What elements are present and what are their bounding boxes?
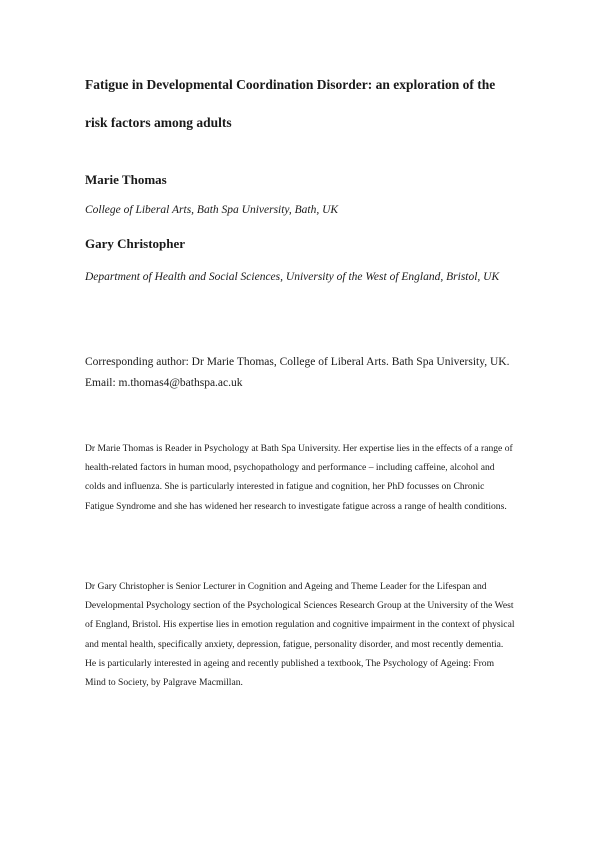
author-affiliation-1: College of Liberal Arts, Bath Spa University, Bath, UK [85, 204, 339, 216]
author-affiliation-2: Department of Health and Social Sciences, University of the West of England, Bristol, UK [85, 271, 500, 283]
corresponding-author: Corresponding author: Dr Marie Thomas, College of Liberal Arts. Bath Spa University, UK. Email: m.thomas4@bathspa.ac.uk [85, 356, 510, 389]
author-name-1: Marie Thomas [85, 172, 167, 187]
author-bio-2: Dr Gary Christopher is Senior Lecturer in Cognition and Ageing and Theme Leader for the Lifespan and Developmental Psychology section of the Psychological Sciences Research Group at the University of the West of England, Bristol. His expertise lies in emotion regulation and cognitive impairment in the context of physical and mental health, specifically anxiety, depression, fatigue, personality disorder, and most recently dementia. He is particularly interested in ageing and recently published a textbook, The Psychology of Ageing: From Mind to Society, by Palgrave Macmillan. [85, 581, 515, 689]
author-bio-1: Dr Marie Thomas is Reader in Psychology at Bath Spa University. Her expertise lies in the effects of a range of health-related factors in human mood, psychopathology and performance – including caffeine, alcohol and colds and influenza. She is particularly interested in fatigue and cognition, her PhD focusses on Chronic Fatigue Syndrome and she has widened her research to investigate fatigue across a range of health conditions. [85, 443, 513, 512]
paper-title: Fatigue in Developmental Coordination Disorder: an exploration of the risk factors among adults [85, 77, 496, 130]
author-name-2: Gary Christopher [85, 236, 186, 251]
